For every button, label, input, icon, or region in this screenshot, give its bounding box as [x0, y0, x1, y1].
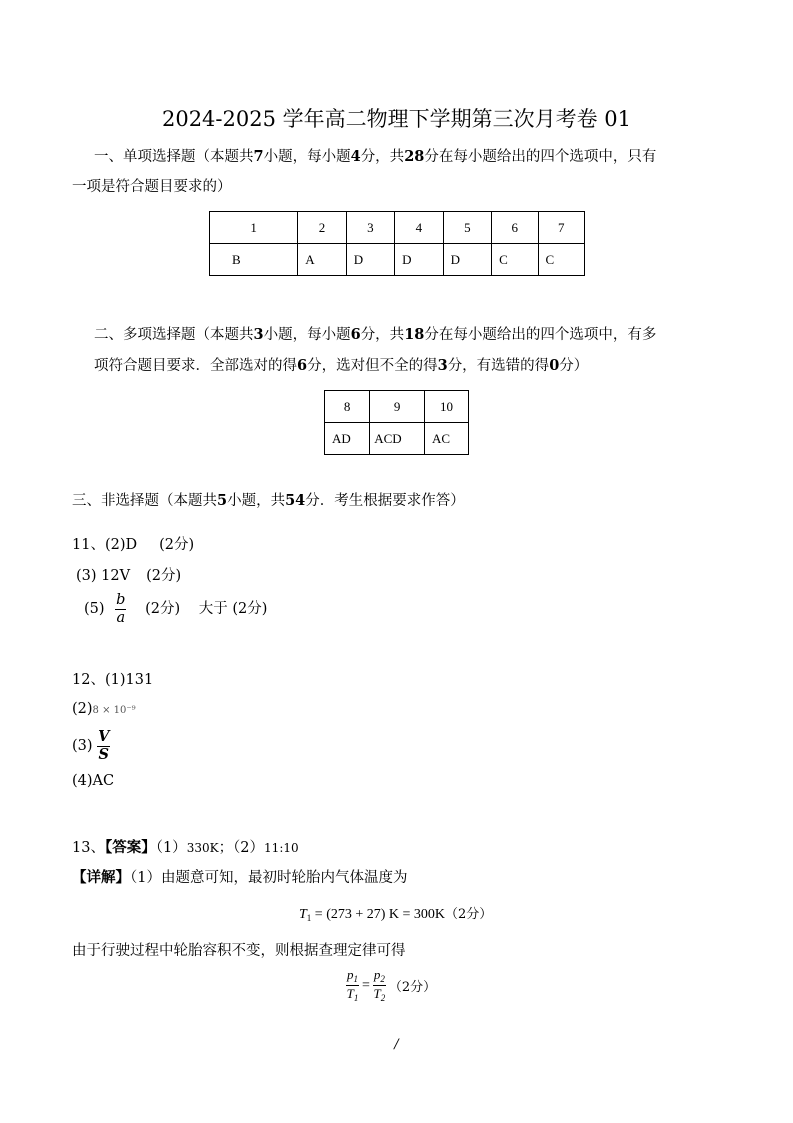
- q13-equation-t1: $T_1 = (273 + 27) K = 300K(2$分）: [299, 907, 493, 923]
- table-cell: 3: [346, 212, 394, 244]
- table-cell: 7: [538, 212, 584, 244]
- q11-line2: (3) 12V (2分): [76, 568, 182, 584]
- table-cell: B: [210, 244, 298, 276]
- q13-answer: 13、【答案】（1）330K；（2）11:10: [72, 839, 299, 856]
- q12-line3: (3) $\frac{V}{S}$: [72, 728, 110, 763]
- table-cell: 10: [424, 391, 468, 423]
- table-cell: C: [492, 244, 538, 276]
- table-cell: AD: [325, 423, 370, 455]
- table-cell: D: [395, 244, 443, 276]
- section1-heading-line2: 一项是符合题目要求的）: [72, 179, 232, 195]
- table-cell: 5: [443, 212, 491, 244]
- q11-line1: 11、(2)D (2分): [72, 537, 195, 553]
- page-title: 2024-2025 学年高二物理下学期第三次月考卷 01: [161, 107, 632, 131]
- q13-law-line: 由于行驶过程中轮胎容积不变，则根据查理定律可得: [72, 943, 406, 959]
- q13-equation-charles: $\frac{p_1}{T_1}$ = $\frac{p_2}{T_2}$ （2分）: [346, 967, 437, 1003]
- fraction-b-over-a: $\frac{b}{a}$: [116, 592, 126, 626]
- table-cell: D: [443, 244, 491, 276]
- section2-heading-line2: 项符合题目要求．全部选对的得6分，选对但不全的得3分，有选错的得0分）: [94, 357, 589, 374]
- q11-line3: (5) $\frac{b}{a}$ (2分) 大于 (2分): [84, 592, 268, 626]
- table-cell: 6: [492, 212, 538, 244]
- section1-answer-table: [209, 211, 585, 276]
- q12-line4: (4)AC: [72, 773, 115, 789]
- table-cell: D: [346, 244, 394, 276]
- section2-answer-table: [324, 390, 469, 455]
- q13-detail: 【详解】（1）由题意可知，最初时轮胎内气体温度为: [72, 869, 408, 886]
- q12-line1: 12、(1)131: [72, 672, 154, 688]
- table-cell: 8: [325, 391, 370, 423]
- q12-line2: (2)8 × 10⁻⁹: [72, 701, 136, 717]
- table-cell: 9: [370, 391, 425, 423]
- table-cell: 1: [210, 212, 298, 244]
- section2-heading: 二、多项选择题（本题共3小题，每小题6分，共18分在每小题给出的四个选项中，有多: [94, 326, 657, 343]
- table-cell: AC: [424, 423, 468, 455]
- table-cell: A: [298, 244, 346, 276]
- section1-heading: 一、单项选择题（本题共7小题，每小题4分，共28分在每小题给出的四个选项中，只有: [94, 148, 657, 165]
- page-number: /: [394, 1037, 399, 1052]
- table-cell: ACD: [370, 423, 425, 455]
- table-cell: 4: [395, 212, 443, 244]
- section3-heading: 三、非选择题（本题共5小题，共54分．考生根据要求作答）: [72, 492, 465, 509]
- fraction-v-over-s: $\frac{V}{S}$: [98, 728, 110, 763]
- table-cell: C: [538, 244, 584, 276]
- table-cell: 2: [298, 212, 346, 244]
